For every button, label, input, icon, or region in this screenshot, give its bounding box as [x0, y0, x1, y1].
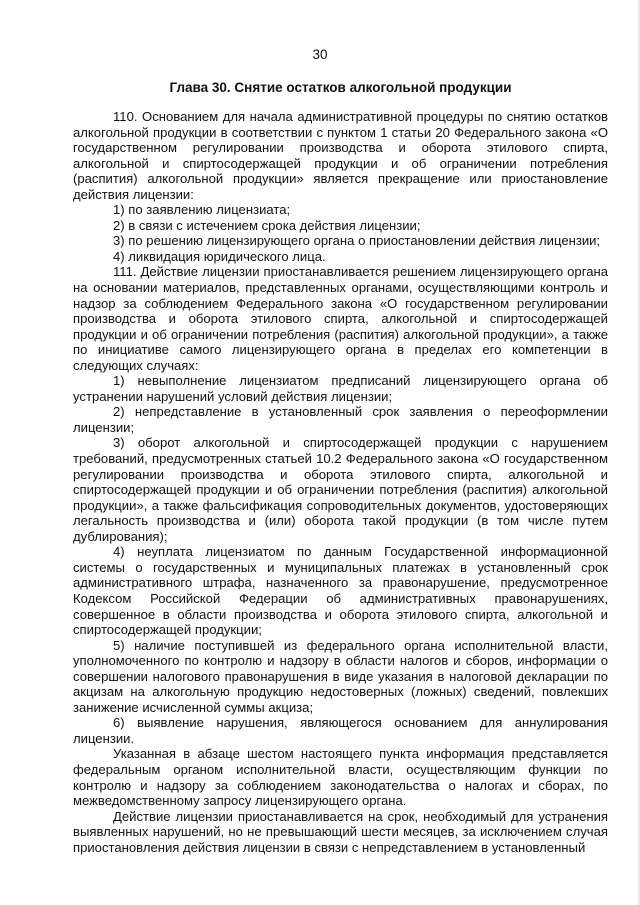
list-item-110-4: 4) ликвидация юридического лица.: [113, 248, 326, 264]
chapter-title: Глава 30. Снятие остатков алкогольной продукции: [169, 80, 512, 95]
paragraph-111: 111. Действие лицензии приостанавливается решением лицензирующего органа на основании материалов, представленных органами, осуществляющими контроль и надзор за соблюдением Федерального закона «О государственном регулировании производства и оборота этилового спирта, алкогольной и спиртосодержащей продукции и об ограничении потребления (распития) алкогольной продукции», а также по инициативе самого лицензирующего органа в пределах его компетенции в следующих случаях:: [73, 264, 608, 373]
list-item-110-2: 2) в связи с истечением срока действия лицензии;: [113, 217, 421, 233]
list-item-110-3: 3) по решению лицензирующего органа о приостановлении действия лицензии;: [113, 233, 601, 249]
list-item-110-1: 1) по заявлению лицензиата;: [113, 202, 291, 218]
paragraph-info-note: Указанная в абзаце шестом настоящего пункта информация представляется федеральным органом исполнительной власти, осуществляющим функции по контролю и надзору за соблюдением законодательства о налогах и сборах, по межведомственному запросу лицензирующего органа.: [73, 746, 608, 809]
list-item-111-6: 6) выявление нарушения, являющегося основанием для аннулирования лицензии.: [73, 715, 608, 746]
list-item-111-1: 1) невыполнение лицензиатом предписаний лицензирующего органа об устранении нарушений условий действия лицензии;: [73, 373, 608, 404]
paragraph-suspension-term: Действие лицензии приостанавливается на срок, необходимый для устранения выявленных нарушений, но не превышающий шести месяцев, за исключением случая приостановления действия лицензии в связи с непредставлением в установленный: [73, 808, 608, 855]
list-item-111-3: 3) оборот алкогольной и спиртосодержащей продукции с нарушением требований, предусмотренных статьей 10.2 Федерального закона «О государственном регулировании производства и оборота этилового спирта, алкогольной и спиртосодержащей продукции и об ограничении потребления (распития) алкогольной продукции», а также фальсификация сопроводительных документов, удостоверяющих легальность производства и (или) оборота такой продукции (в том числе путем дублирования);: [73, 435, 608, 544]
list-item-111-2: 2) непредставление в установленный срок заявления о переоформлении лицензии;: [73, 404, 608, 435]
page-number: 30: [312, 47, 328, 62]
document-body: [73, 109, 608, 855]
list-item-111-4: 4) неуплата лицензиатом по данным Государственной информационной системы о государственных и муниципальных платежах в установленный срок административного штрафа, назначенного за правонарушение, предусмотренное Кодексом Российской Федерации об административных правонарушениях, совершенное в области производства и оборота этилового спирта, алкогольной и спиртосодержащей продукции;: [73, 544, 608, 638]
paragraph-110: 110. Основанием для начала административной процедуры по снятию остатков алкогольной продукции в соответствии с пунктом 1 статьи 20 Федерального закона «О государственном регулировании производства и оборота этилового спирта, алкогольной и спиртосодержащей продукции и об ограничении потребления (распития) алкогольной продукции» является прекращение или приостановление действия лицензии:: [73, 109, 608, 202]
list-item-111-5: 5) наличие поступившей из федерального органа исполнительной власти, уполномоченного по контролю и надзору в области налогов и сборов, информации о совершении налогового правонарушения в виде указания в налоговой декларации по акцизам на алкогольную продукцию недостоверных (ложных) сведений, повлекших занижение исчисленной суммы акциза;: [73, 637, 608, 715]
